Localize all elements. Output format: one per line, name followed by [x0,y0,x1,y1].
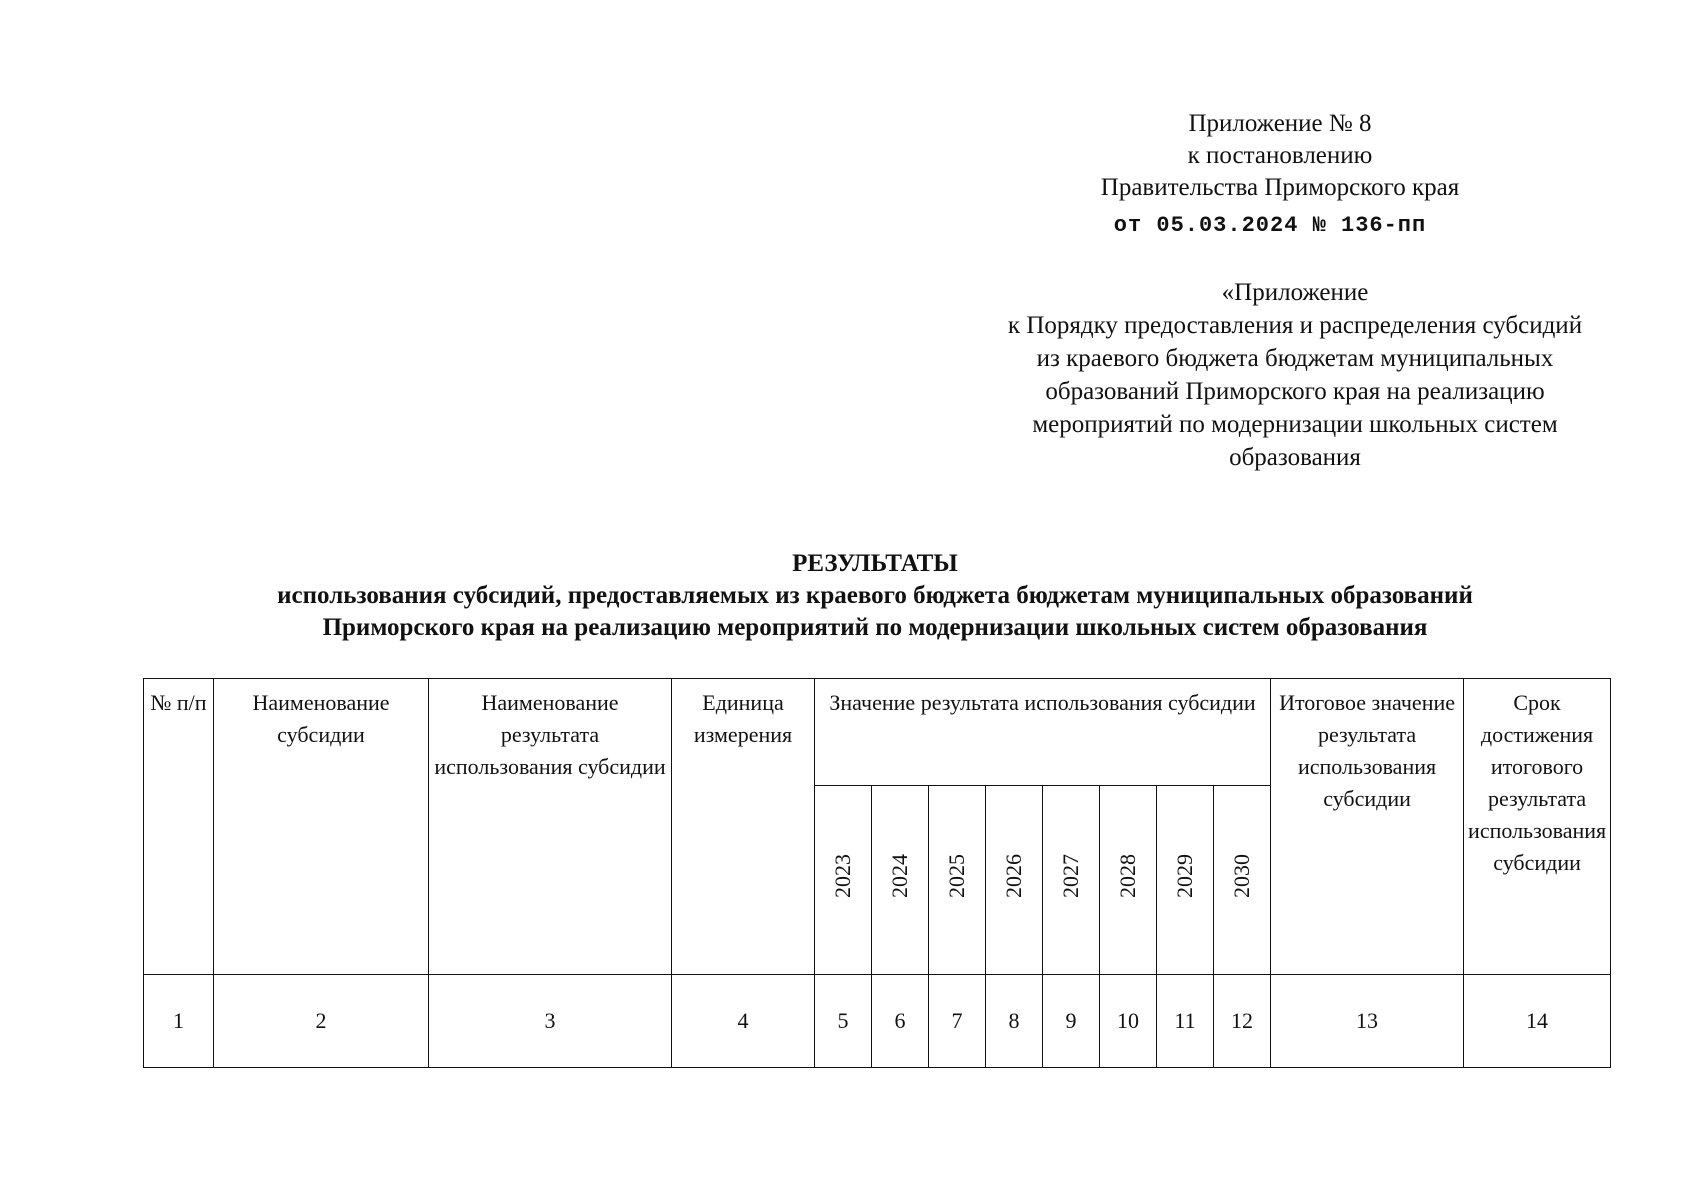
column-number: 9 [1043,975,1100,1068]
column-number: 3 [429,975,672,1068]
column-number: 13 [1271,975,1464,1068]
column-number-row [144,975,1611,1068]
title-heading: РЕЗУЛЬТАТЫ [792,550,958,577]
decree-date-number: от 05.03.2024 № 136-пп [1113,213,1427,238]
header-deadline [1464,679,1611,975]
header-unit [672,679,815,975]
title-line: использования субсидий, предоставляемых из краевого бюджета бюджетам муниципальных образований [277,582,1473,609]
document-title [120,548,1630,644]
header-value-group [815,679,1271,786]
header-result-name-label: Наименование результата использования субсидии [434,690,666,779]
header-year-2023 [815,786,872,975]
header-final-value-label: Итоговое значение результата использования субсидии [1279,690,1456,811]
appendix-line: к Порядку предоставления и распределения субсидий [1007,312,1583,339]
header-year-2027 [1043,786,1100,975]
year-label: 2028 [1115,853,1140,898]
appendix-line: «Приложение [1221,279,1369,306]
year-label: 2023 [830,853,855,898]
appendix-line: образований Приморского края на реализацию [1045,378,1545,405]
column-number: 4 [672,975,815,1068]
header-year-2024 [872,786,929,975]
appendix-block [935,276,1655,474]
header-subsidy-name [214,679,429,975]
appendix-line: мероприятий по модернизации школьных систем [1032,411,1558,438]
year-label: 2024 [887,853,912,898]
column-number: 6 [872,975,929,1068]
year-label: 2029 [1172,853,1197,898]
approval-authority: Правительства Приморского края [1100,174,1460,201]
header-year-2025 [929,786,986,975]
year-label: 2027 [1058,853,1083,898]
column-number: 10 [1100,975,1157,1068]
approval-block [1050,108,1510,242]
year-label: 2026 [1001,853,1026,898]
column-number: 7 [929,975,986,1068]
header-final-value [1271,679,1464,975]
header-num [144,679,214,975]
column-number: 12 [1214,975,1271,1068]
column-number: 5 [815,975,872,1068]
header-num-label: № п/п [150,690,207,715]
appendix-line: из краевого бюджета бюджетам муниципальных [1036,345,1554,372]
year-label: 2030 [1229,853,1255,898]
header-result-name [429,679,672,975]
header-value-group-label: Значение результата использования субсидии [829,690,1256,715]
header-subsidy-name-label: Наименование субсидии [252,690,390,747]
appendix-line: образования [1229,444,1361,471]
column-number: 14 [1464,975,1611,1068]
header-year-2030 [1214,786,1271,975]
header-deadline-label: Срок достижения итогового результата использования субсидии [1468,690,1607,875]
header-unit-label: Единица измерения [693,690,793,747]
approval-reference: к постановлению [1187,142,1373,169]
approval-appendix-number: Приложение № 8 [1188,110,1372,137]
header-year-2029 [1157,786,1214,975]
column-number: 1 [144,975,214,1068]
header-year-2028 [1100,786,1157,975]
column-number: 11 [1157,975,1214,1068]
results-table [143,678,1611,1068]
column-number: 8 [986,975,1043,1068]
year-label: 2025 [944,853,969,898]
title-line: Приморского края на реализацию мероприятий по модернизации школьных систем образования [322,614,1428,641]
column-number: 2 [214,975,429,1068]
header-year-2026 [986,786,1043,975]
